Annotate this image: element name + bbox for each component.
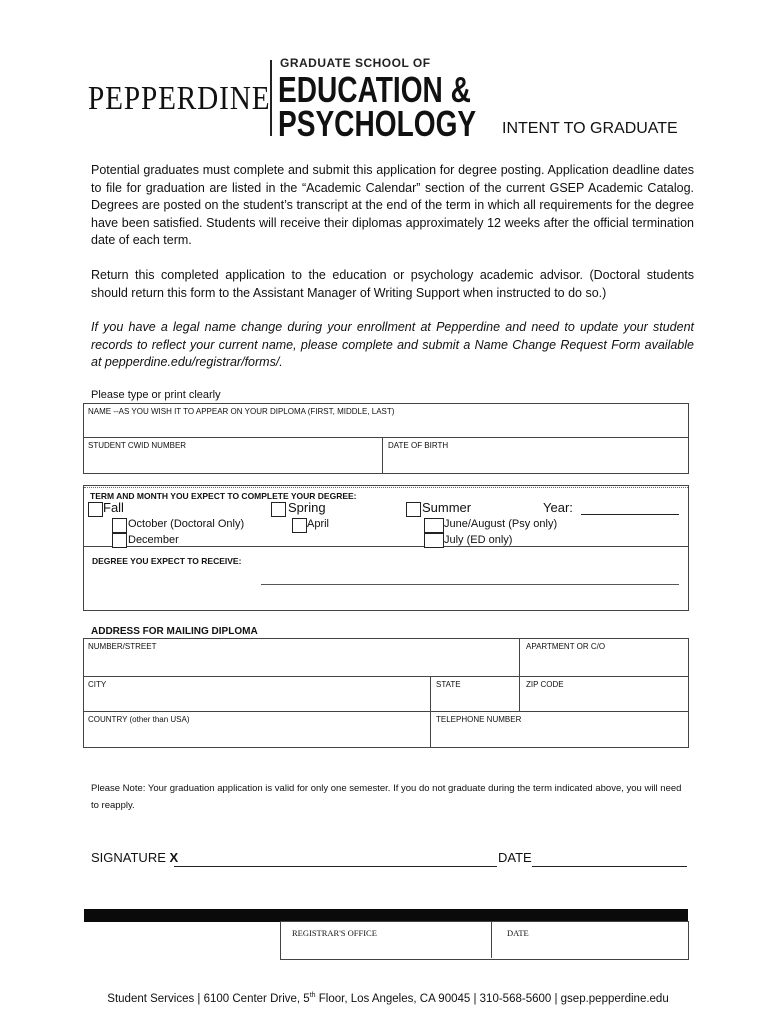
street-field[interactable] (84, 653, 518, 675)
october-label: October (Doctoral Only) (128, 518, 245, 530)
divider (382, 438, 383, 473)
spring-label: Spring (288, 500, 326, 515)
name-field[interactable] (84, 418, 687, 437)
office-use-box (280, 921, 689, 960)
dob-field[interactable] (384, 452, 687, 472)
intro-paragraph-name-change: If you have a legal name change during your enrollment at Pepperdine and need to update your student records to reflect your current name, please complete and submit a Name Change Request Form available at pepperdine.edu/registrar/forms/. (91, 320, 694, 369)
state-field[interactable] (432, 691, 518, 710)
country-label: COUNTRY (other than USA) (88, 715, 190, 724)
divider (491, 922, 492, 958)
intro-paragraph-return: Return this completed application to the education or psychology academic advisor. (Doctoral students should return this form to the Assistant Manager of Writing Support when instructed to do so.) (91, 268, 694, 300)
term-degree-box (83, 485, 689, 611)
apartment-field[interactable] (521, 653, 687, 675)
april-checkbox[interactable] (292, 518, 307, 533)
city-field[interactable] (84, 691, 429, 710)
footer-superscript: th (309, 992, 316, 999)
summer-label: Summer (422, 500, 472, 515)
year-label: Year: (543, 500, 573, 515)
intro-paragraph-deadlines: Potential graduates must complete and submit this application for degree posting. Application deadline dates to file for graduation are listed in the “Academic Calendar” section of the current GSEP Academic Catalog. Degrees are posted on the student’s transcript at the end of the term in which all requirements for the degree have been satisfied. Students will receive their diplomas approximately 12 weeks after the official termination date of each term. (91, 163, 694, 247)
dob-label: DATE OF BIRTH (388, 441, 449, 450)
apartment-label: APARTMENT OR C/O (526, 642, 606, 651)
telephone-field[interactable] (432, 726, 687, 746)
signature-field[interactable] (174, 866, 497, 867)
signature-x-mark: X (169, 850, 179, 865)
october-checkbox[interactable] (112, 518, 127, 533)
logo-divider (270, 60, 272, 136)
pepperdine-logo-wordmark: PEPPERDINE (88, 80, 271, 117)
print-clearly-note: Please type or print clearly (91, 389, 221, 401)
logo-school-line: GRADUATE SCHOOL OF (280, 56, 431, 70)
divider (430, 677, 431, 747)
reapply-note: Please Note: Your graduation application is valid for only one semester. If you do not graduate during the term indicated above, you will need to reapply. (91, 783, 682, 811)
registrar-office-label: REGISTRAR'S OFFICE (292, 928, 377, 938)
june-august-label: June/August (Psy only) (444, 518, 558, 530)
cwid-field[interactable] (84, 452, 381, 472)
fall-checkbox[interactable] (88, 502, 103, 517)
july-label: July (ED only) (444, 534, 513, 546)
footer-text-end: Floor, Los Angeles, CA 90045 | 310-568-5600 | gsep.pepperdine.edu (315, 992, 669, 1005)
zip-field[interactable] (521, 691, 687, 710)
name-label: NAME --AS YOU WISH IT TO APPEAR ON YOUR DIPLOMA (FIRST, MIDDLE, LAST) (88, 407, 395, 416)
city-label: CITY (88, 680, 107, 689)
fall-label: Fall (103, 500, 124, 515)
country-field[interactable] (84, 726, 429, 746)
spring-checkbox[interactable] (271, 502, 286, 517)
divider (519, 639, 520, 711)
office-date-label: DATE (507, 928, 529, 938)
year-field[interactable] (581, 514, 679, 515)
street-label: NUMBER/STREET (88, 642, 157, 651)
summer-checkbox[interactable] (406, 502, 421, 517)
degree-label: DEGREE YOU EXPECT TO RECEIVE: (92, 556, 242, 566)
signature-label: SIGNATURE (91, 850, 166, 865)
logo-psychology-line: PSYCHOLOGY (278, 103, 477, 144)
zip-label: ZIP CODE (526, 680, 564, 689)
december-checkbox[interactable] (112, 533, 127, 548)
telephone-label: TELEPHONE NUMBER (436, 715, 522, 724)
december-label: December (128, 534, 179, 546)
address-heading: ADDRESS FOR MAILING DIPLOMA (91, 626, 258, 637)
signature-row (91, 850, 178, 865)
june-august-checkbox[interactable] (424, 518, 444, 533)
divider (84, 711, 688, 712)
form-title: INTENT TO GRADUATE (502, 120, 678, 137)
footer-text-start: Student Services | 6100 Center Drive, 5 (107, 992, 310, 1005)
date-label: DATE (498, 850, 532, 865)
logo-education-line: EDUCATION & (278, 69, 471, 110)
state-label: STATE (436, 680, 461, 689)
divider (84, 437, 688, 438)
july-checkbox[interactable] (424, 533, 444, 548)
footer-contact (68, 992, 708, 1005)
divider (84, 487, 688, 488)
divider (84, 676, 688, 677)
term-heading: TERM AND MONTH YOU EXPECT TO COMPLETE YOUR DEGREE: (90, 491, 357, 501)
cwid-label: STUDENT CWID NUMBER (88, 441, 187, 450)
divider (84, 546, 688, 547)
degree-field[interactable] (261, 568, 679, 585)
april-label: April (307, 518, 330, 530)
date-field[interactable] (532, 866, 687, 867)
